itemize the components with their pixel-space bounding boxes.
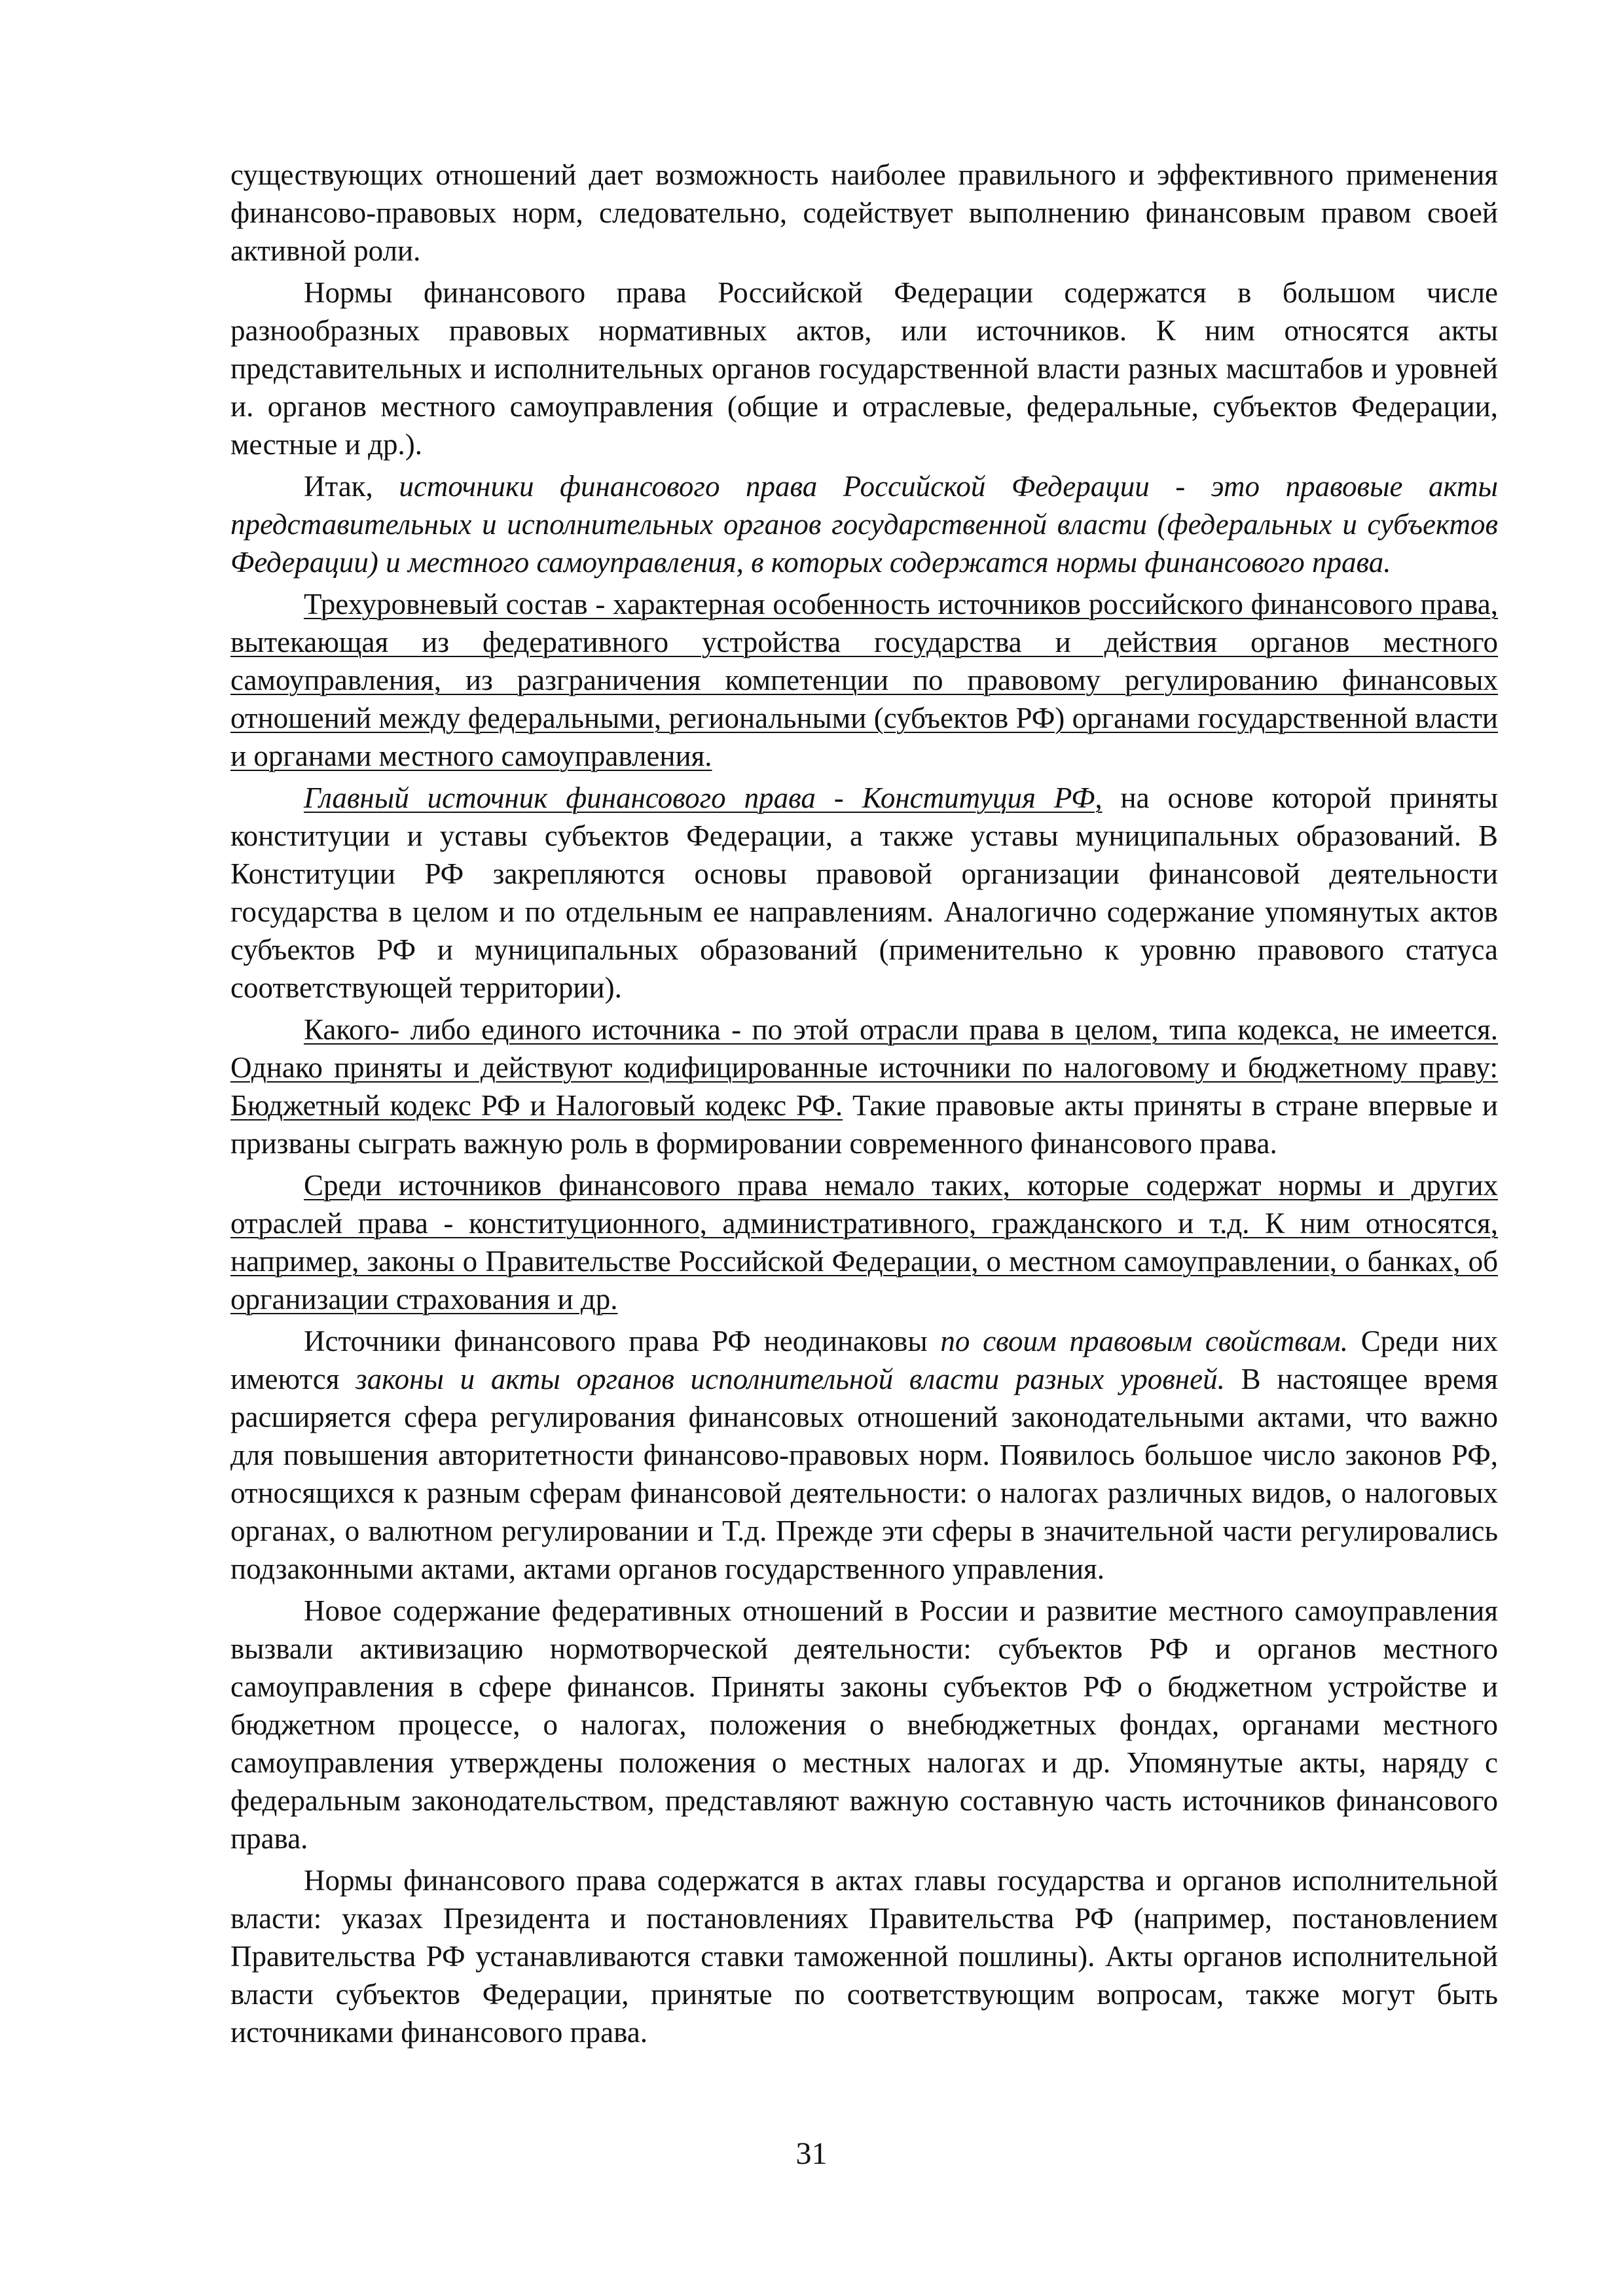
paragraph-text: Среди них имеются [230,1325,1498,1395]
page-number: 31 [795,2136,828,2171]
main-source-heading: Главный источник финансового права - Конституция РФ, [304,781,1103,814]
paragraph-text: Нормы финансового права Российской Федерации содержатся в большом числе разнообразных правовых нормативных актов, или источников. К ним относятся акты представительных и исполнительных органов государственной власти разных масштабов и уровней и. органов местного самоуправления (общие и отраслевые, федеральные, субъектов Федерации, местные и др.). [230,276,1498,461]
paragraph-2 [230,274,1498,463]
italic-phrase: по своим правовым свойствам. [940,1325,1348,1357]
paragraph-10 [230,1861,1498,2051]
paragraph-text: существующих отношений дает возможность наиболее правильного и эффективного применения финансово-правовых норм, следовательно, содействует выполнению финансовым правом своей активной роли. [230,158,1498,267]
paragraph-text: Такие правовые акты приняты в стране впервые и призваны сыграть важную роль в формировании современного финансового права. [230,1089,1498,1160]
underlined-text: Трехуровневый состав - характерная особенность источников российского финансового права, вытекающая из федеративного устройства государства и действия органов местного самоуправления, из разграничения компетенции по правовому регулированию финансовых отношений между федеральными, региональными (субъектов РФ) органами государственной власти и органами местного самоуправления. [230,588,1498,772]
paragraph-text: В настоящее время расширяется сфера регулирования финансовых отношений законодательными актами, что важно для повышения авторитетности финансово-правовых норм. Появилось большое число законов РФ, относящихся к разным сферам финансовой деятельности: о налогах различных видов, о налоговых органах, о валютном регулировании и Т.д. Прежде эти сферы в значительной части регулировались подзаконными актами, актами органов государственного управления. [230,1363,1498,1585]
underlined-text: Среди источников финансового права немало таких, которые содержат нормы и других отраслей права - конституционного, административного, гражданского и т.д. К ним относятся, например, законы о Правительстве Российской Федерации, о местном самоуправлении, о банках, об организации страхования и др. [230,1169,1498,1316]
paragraph-text: Нормы финансового права содержатся в актах главы государства и органов исполнительной власти: указах Президента и постановлениях Правительства РФ (например, постановлением Правительства РФ устанавливаются ставки таможенной пошлины). Акты органов исполнительной власти субъектов Федерации, принятые по соответствующим вопросам, также могут быть источниками финансового права. [230,1864,1498,2049]
italic-phrase: законы и акты органов исполнительной власти разных уровней. [356,1363,1225,1395]
paragraph-lead: Итак, [304,470,399,503]
paragraph-6-codes [230,1011,1498,1162]
paragraph-text: Источники финансового права РФ неодинаковы [304,1325,941,1357]
underlined-text: Какого- либо единого источника - по этой отрасли права в целом, типа кодекса, не имеется. Однако приняты и действуют кодифицированные источники по налоговому и бюджетному праву: Бюджетный кодекс РФ и Налоговый кодекс РФ. [230,1013,1498,1122]
paragraph-7-underlined [230,1166,1498,1318]
definition-italic: источники финансового права Российской Федерации - это правовые акты представительных и исполнительных органов государственной власти (федеральных и субъектов Федерации) и местного самоуправления, в которых содержатся нормы финансового права. [230,470,1498,579]
paragraph-8-legal-properties [230,1322,1498,1588]
page-body [230,156,1498,2055]
paragraph-1 [230,156,1498,270]
paragraph-text: на основе которой приняты конституции и уставы субъектов Федерации, а также уставы муниципальных образований. В Конституции РФ закрепляются основы правовой организации финансовой деятельности государства в целом и по отдельным ее направлениям. Аналогично содержание упомянутых актов субъектов РФ и муниципальных образований (применительно к уровню правового статуса соответствующей территории). [230,781,1499,1004]
paragraph-9 [230,1592,1498,1857]
paragraph-text: Новое содержание федеративных отношений в России и развитие местного самоуправления вызвали активизацию нормотворческой деятельности: субъектов РФ и органов местного самоуправления в сфере финансов. Приняты законы субъектов РФ о бюджетном устройстве и бюджетном процессе, о налогах, положения о внебюджетных фондах, органами местного самоуправления утверждены положения о местных налогах и др. Упомянутые акты, наряду с федеральным законодательством, представляют важную составную часть источников финансового права. [230,1594,1498,1855]
paragraph-4-underlined [230,585,1498,775]
paragraph-3-definition [230,467,1498,581]
paragraph-5-constitution [230,779,1498,1007]
